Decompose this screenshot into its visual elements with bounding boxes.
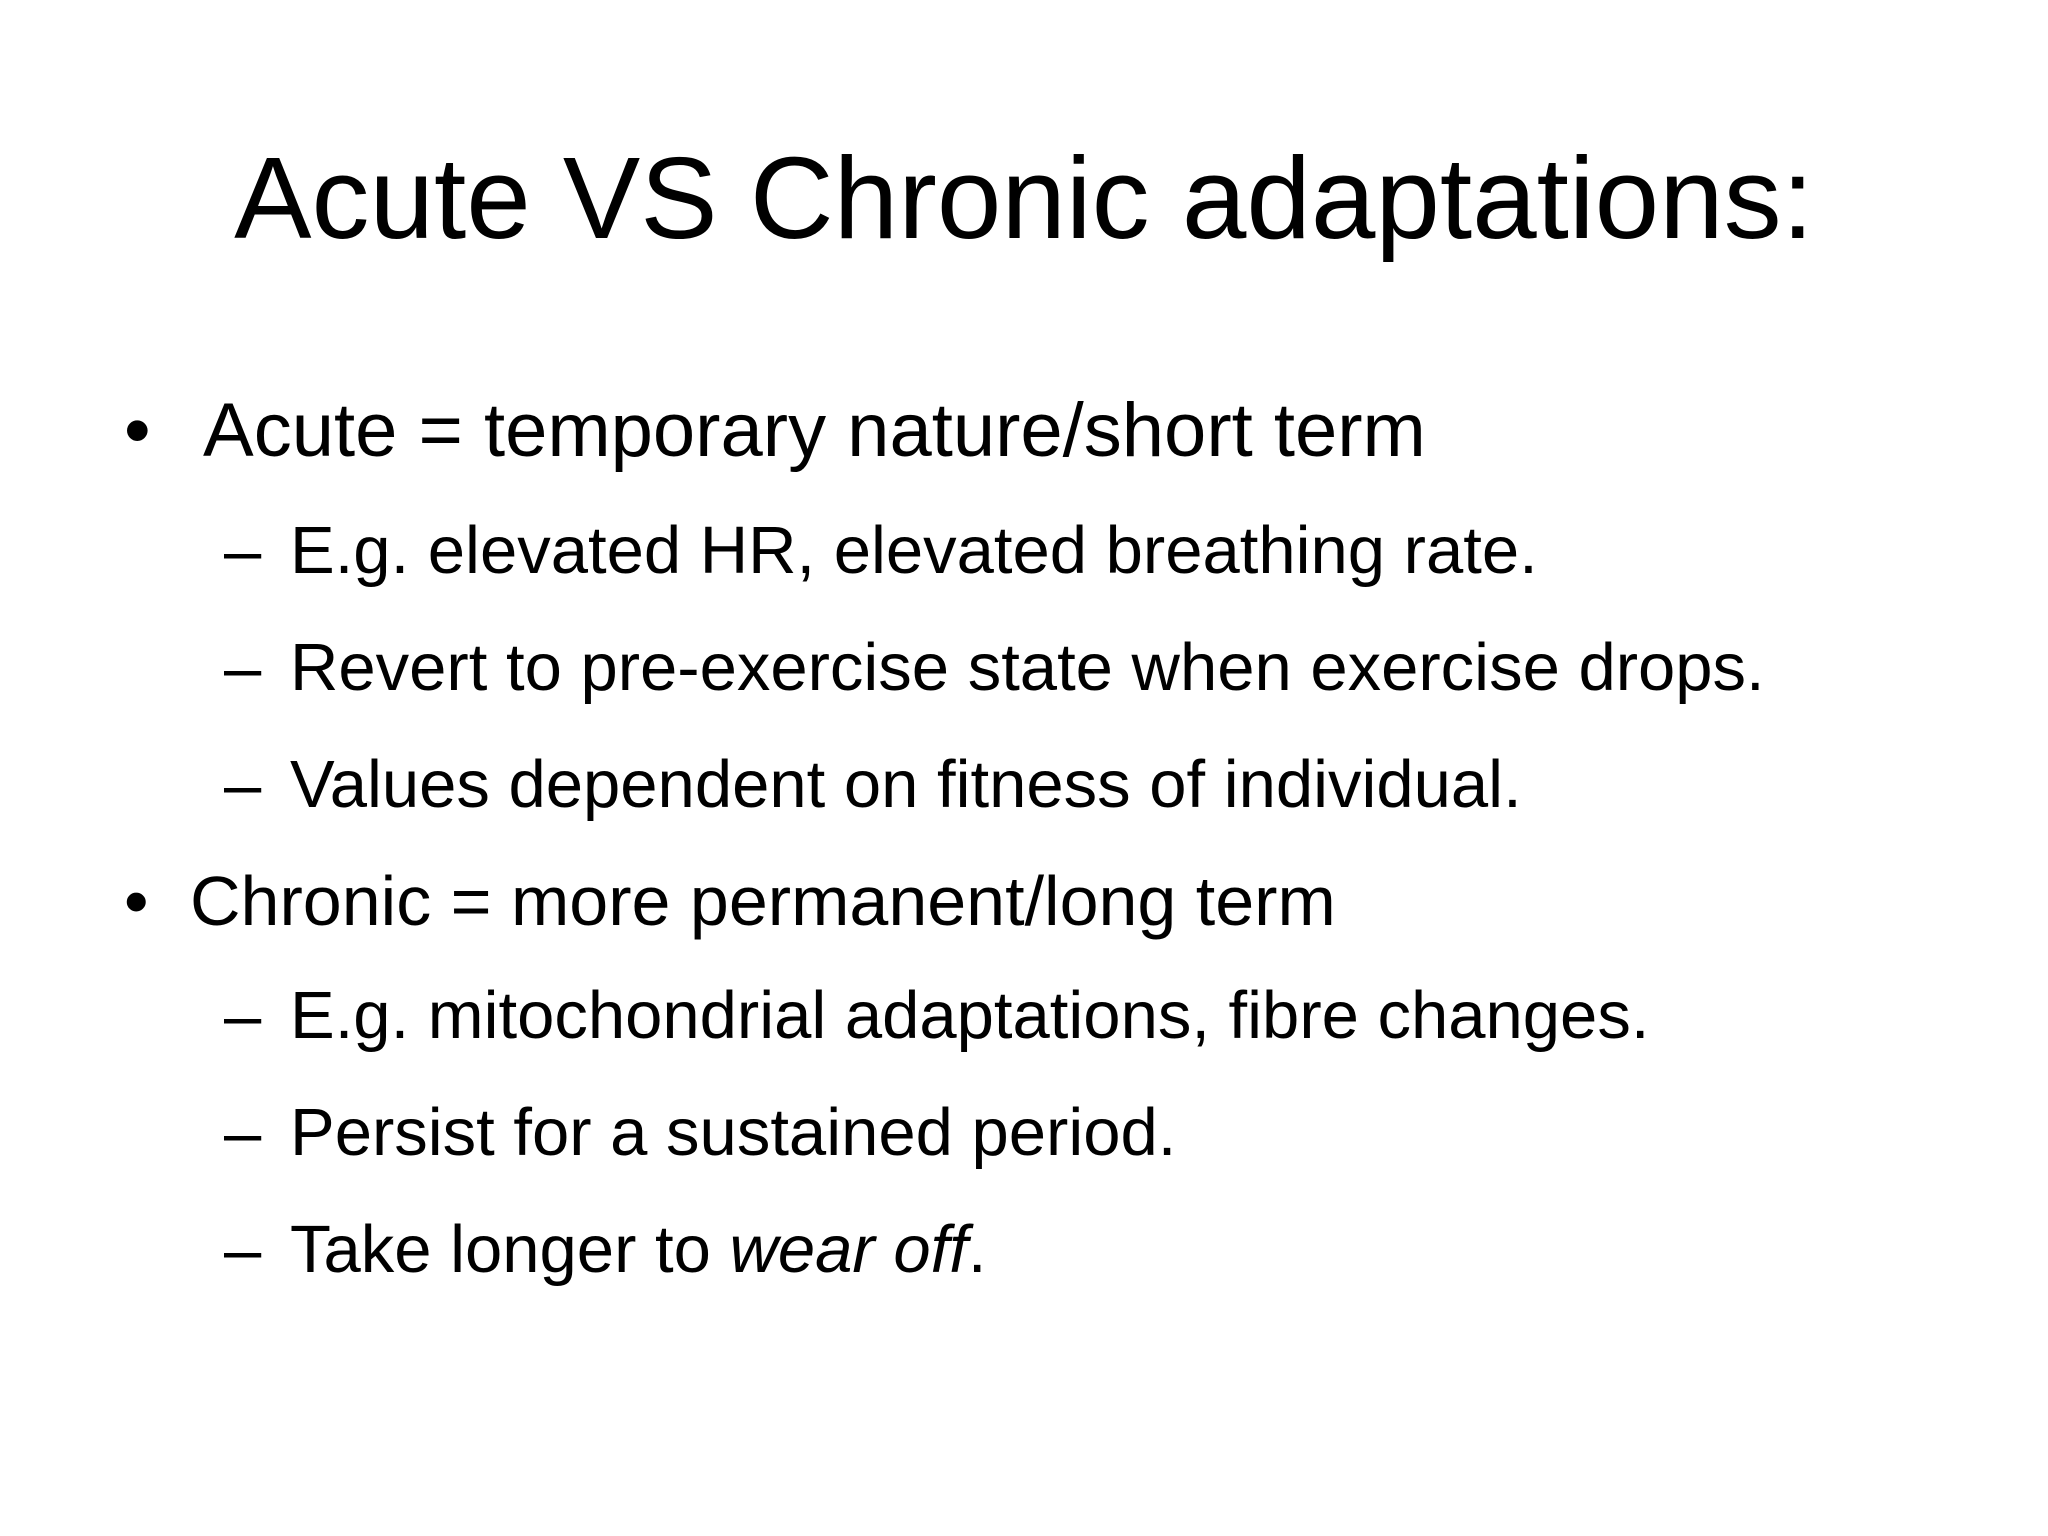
subitem-chronic-example (224, 975, 1649, 1057)
subitem-text-italic: wear off (729, 1212, 968, 1287)
subitem-text: Revert to pre-exercise state when exercise drops. (290, 630, 1765, 705)
slide-title: Acute VS Chronic adaptations: (234, 133, 1814, 263)
dash-marker: – (224, 978, 262, 1053)
bullet-marker: • (124, 388, 151, 473)
subitem-acute-values (224, 744, 1522, 826)
dash-marker: – (224, 747, 262, 822)
subitem-text-after: . (967, 1212, 987, 1287)
subitem-text: Persist for a sustained period. (290, 1095, 1177, 1170)
bullet-marker: • (124, 862, 149, 940)
subitem-chronic-persist (224, 1092, 1176, 1174)
subitem-text: Values dependent on fitness of individual. (290, 747, 1522, 822)
dash-marker: – (224, 513, 262, 588)
dash-marker: – (224, 1095, 262, 1170)
subitem-text: E.g. elevated HR, elevated breathing rate. (290, 513, 1538, 588)
subitem-chronic-wear-off (224, 1209, 986, 1291)
subitem-text-before: Take longer to (290, 1212, 730, 1287)
subitem-text: E.g. mitochondrial adaptations, fibre changes. (290, 978, 1650, 1053)
bullet-chronic: Chronic = more permanent/long term (190, 862, 1336, 940)
dash-marker: – (224, 1212, 262, 1287)
bullet-acute: Acute = temporary nature/short term (203, 388, 1426, 473)
subitem-acute-revert (224, 627, 1765, 709)
dash-marker: – (224, 630, 262, 705)
subitem-acute-example (224, 510, 1538, 592)
